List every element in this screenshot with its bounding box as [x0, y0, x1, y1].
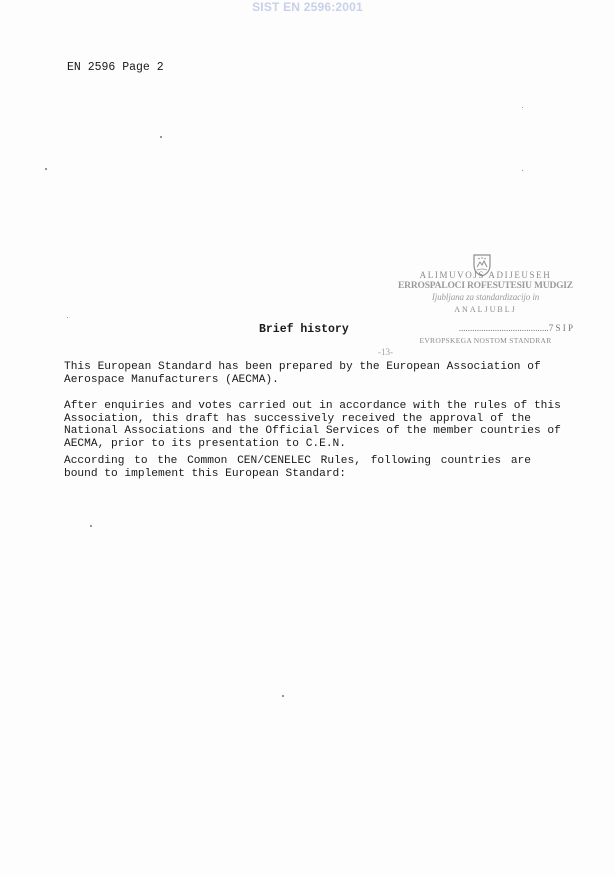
paragraph-line: Association, this draft has successively received the approval of the	[64, 412, 531, 425]
scan-speck	[282, 695, 284, 697]
document-watermark: SIST EN 2596:2001	[252, 0, 363, 14]
stamp-line: -13-	[378, 347, 393, 357]
paragraph-line: AECMA, prior to its presentation to C.E.N.	[64, 438, 346, 451]
scan-speck	[67, 317, 68, 318]
stamp-line: ........................................7 S I P	[458, 323, 573, 333]
section-heading: Brief history	[259, 323, 349, 336]
stamp-line: EVROPSKEGA NOSTOM STANDRAR	[419, 336, 552, 345]
stamp-line: Ijubljana za standardizacijo in	[431, 292, 540, 302]
page-reference: EN 2596 Page 2	[67, 61, 164, 74]
paragraph-line: National Associations and the Official Services of the member countries of	[64, 425, 561, 438]
paragraph-line: This European Standard has been prepared by the European Association of	[64, 361, 541, 373]
scan-speck	[45, 168, 47, 170]
paragraph-line: bound to implement this European Standard:	[64, 467, 346, 480]
stamp-line: ALIMUVOJS ADIJEUSEH	[419, 270, 552, 280]
paragraph-line: Aerospace Manufacturers (AECMA).	[64, 373, 279, 386]
paragraph-line: After enquiries and votes carried out in accordance with the rules of this	[64, 400, 561, 412]
scan-speck	[522, 107, 523, 108]
stamp-line: ERROSPALOCI ROFESUTESIU MUDGIZ	[398, 281, 573, 291]
stamp-line: ANALJUBLJ	[454, 305, 517, 314]
paragraph	[64, 361, 541, 386]
scan-speck	[160, 136, 162, 138]
scan-speck	[522, 170, 523, 171]
official-stamp	[378, 252, 573, 357]
paragraph	[64, 455, 531, 480]
scan-speck	[90, 525, 92, 527]
paragraph-line: According to the Common CEN/CENELEC Rules, following countries are	[64, 455, 531, 467]
paragraph	[64, 400, 561, 451]
